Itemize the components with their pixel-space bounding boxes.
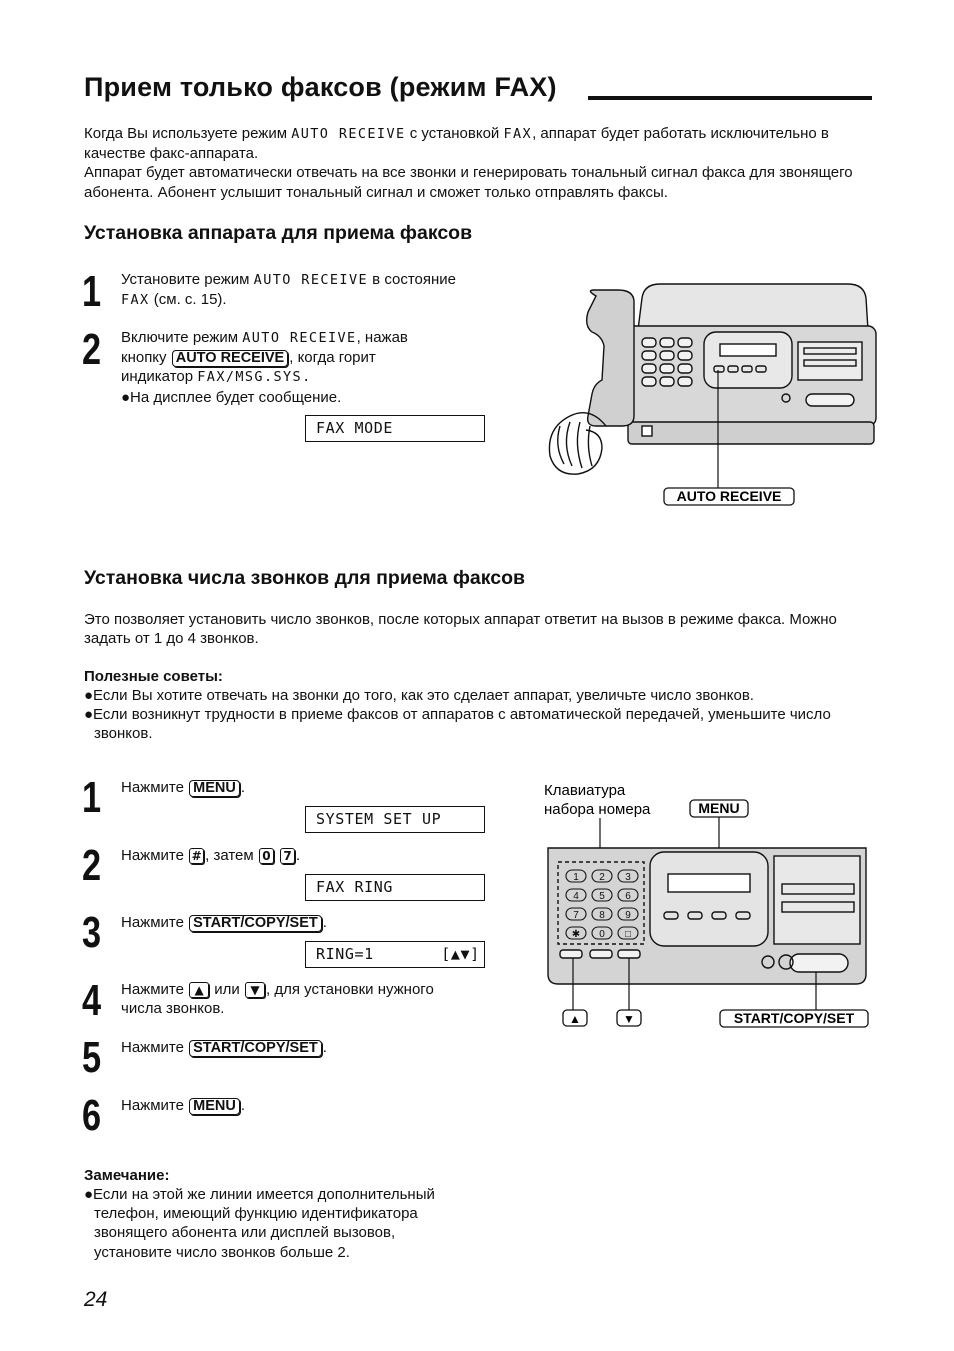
section2-heading: Установка числа звонков для приема факсов [84,567,525,589]
display-fax-mode: FAX MODE [305,415,485,442]
start-copy-set-callout: START/COPY/SET [733,1010,855,1026]
start-copy-set-key: START/COPY/SET [189,1040,322,1057]
display-fax-ring: FAX RING [305,874,485,901]
note-title: Замечание: [84,1167,170,1184]
keypad-key: 7 [573,910,579,921]
keypad-key: 3 [625,872,631,883]
start-copy-set-key: START/COPY/SET [189,915,322,932]
keypad-key: 4 [573,891,579,902]
tip-item: ●Если Вы хотите отвечать на звонки до того, как это сделает аппарат, увеличьте число звонков. [84,687,754,704]
mode-auto-receive: AUTO RECEIVE [291,126,406,142]
s2-step6-text: Нажмите MENU . [121,1097,245,1114]
control-panel-illustration [540,778,876,1030]
menu-key: MENU [189,780,240,797]
s2-step5-text: Нажмите START/COPY/SET . [121,1039,327,1056]
keypad-key: 0 [599,929,605,940]
auto-receive-key: AUTO RECEIVE [172,350,289,367]
s2-step3-text: Нажмите START/COPY/SET . [121,914,327,931]
display-system-set-up: SYSTEM SET UP [305,806,485,833]
s2-step4-text: Нажмите ▲ или ▼ , для установки нужного числа звонков. [121,981,434,1018]
key-0: 0 [259,848,274,864]
up-key: ▲ [189,982,209,998]
display-ring: RING=1 [▲▼] [305,941,485,968]
page-title: Прием только факсов (режим FAX) [84,72,557,102]
s2-step4-number: 4 [82,976,102,1025]
fax-machine-illustration [530,276,880,512]
menu-callout: MENU [698,800,740,816]
s2-step5-number: 5 [82,1033,102,1082]
hash-key: # [189,848,204,864]
s2-step1-number: 1 [82,773,102,822]
keypad-label-line2: набора номера [544,801,651,818]
intro-paragraph-2: Аппарат будет автоматически отвечать на все звонки и генерировать тональный сигнал факса для звонящего абонента. Абонент услышит тональный сигнал и сможет только отправлять факсы. [84,164,853,201]
menu-key: MENU [189,1098,240,1115]
keypad-key: □ [624,929,632,940]
section1-heading: Установка аппарата для приема факсов [84,222,473,244]
section2-description: Это позволяет установить число звонков, после которых аппарат ответит на вызов в режиме факса. Можно задать от 1 до 4 звонков. [84,611,837,648]
page-number: 24 [84,1288,108,1311]
up-callout: ▲ [569,1012,581,1026]
keypad-key: 9 [625,910,631,921]
mode-fax: FAX [503,126,533,142]
down-callout: ▼ [623,1012,635,1026]
note-text: ●Если на этой же линии имеется дополнительный телефон, имеющий функцию идентификатора звонящего абонента или дисплей вызовов, установите число звонков больше 2. [84,1186,435,1261]
key-7: 7 [280,848,295,864]
keypad-key: 8 [599,910,605,921]
tips-list [84,686,874,744]
auto-receive-callout: AUTO RECEIVE [676,488,782,504]
s1-step1-text: Установите режим AUTO RECEIVE в состояние FAX (см. с. 15). [121,271,457,309]
keypad-label-line1: Клавиатура [544,782,626,799]
s2-step1-text: Нажмите MENU . [121,779,245,796]
down-key: ▼ [245,982,265,998]
s2-step3-number: 3 [82,908,102,957]
intro-text [84,124,884,202]
keypad-key: ✱ [571,929,581,940]
s2-step2-text: Нажмите # , затем 0 7 . [121,847,301,864]
s2-step6-number: 6 [82,1091,102,1140]
s1-step1-number: 1 [82,267,102,316]
tip-item: ●Если возникнут трудности в приеме факсов от аппаратов с автоматической передачей, уменьшите число звонков. [84,706,831,743]
title-rule [588,96,872,100]
keypad-key: 1 [573,872,579,883]
s1-step2-text: Включите режим AUTO RECEIVE, нажав кнопку AUTO RECEIVE , когда горит индикатор FAX/MSG.SYS. ●На дисплее будет сообщение. [121,329,408,406]
s2-step2-number: 2 [82,841,102,890]
intro-paragraph-1: Когда Вы используете режим AUTO RECEIVE с установкой FAX, аппарат будет работать исключительно в качестве факс-аппарата. [84,125,829,163]
keypad-key: 2 [599,872,605,883]
keypad-key: 6 [625,891,631,902]
s1-step2-number: 2 [82,325,102,374]
keypad-key: 5 [599,891,605,902]
tips-title: Полезные советы: [84,668,223,685]
